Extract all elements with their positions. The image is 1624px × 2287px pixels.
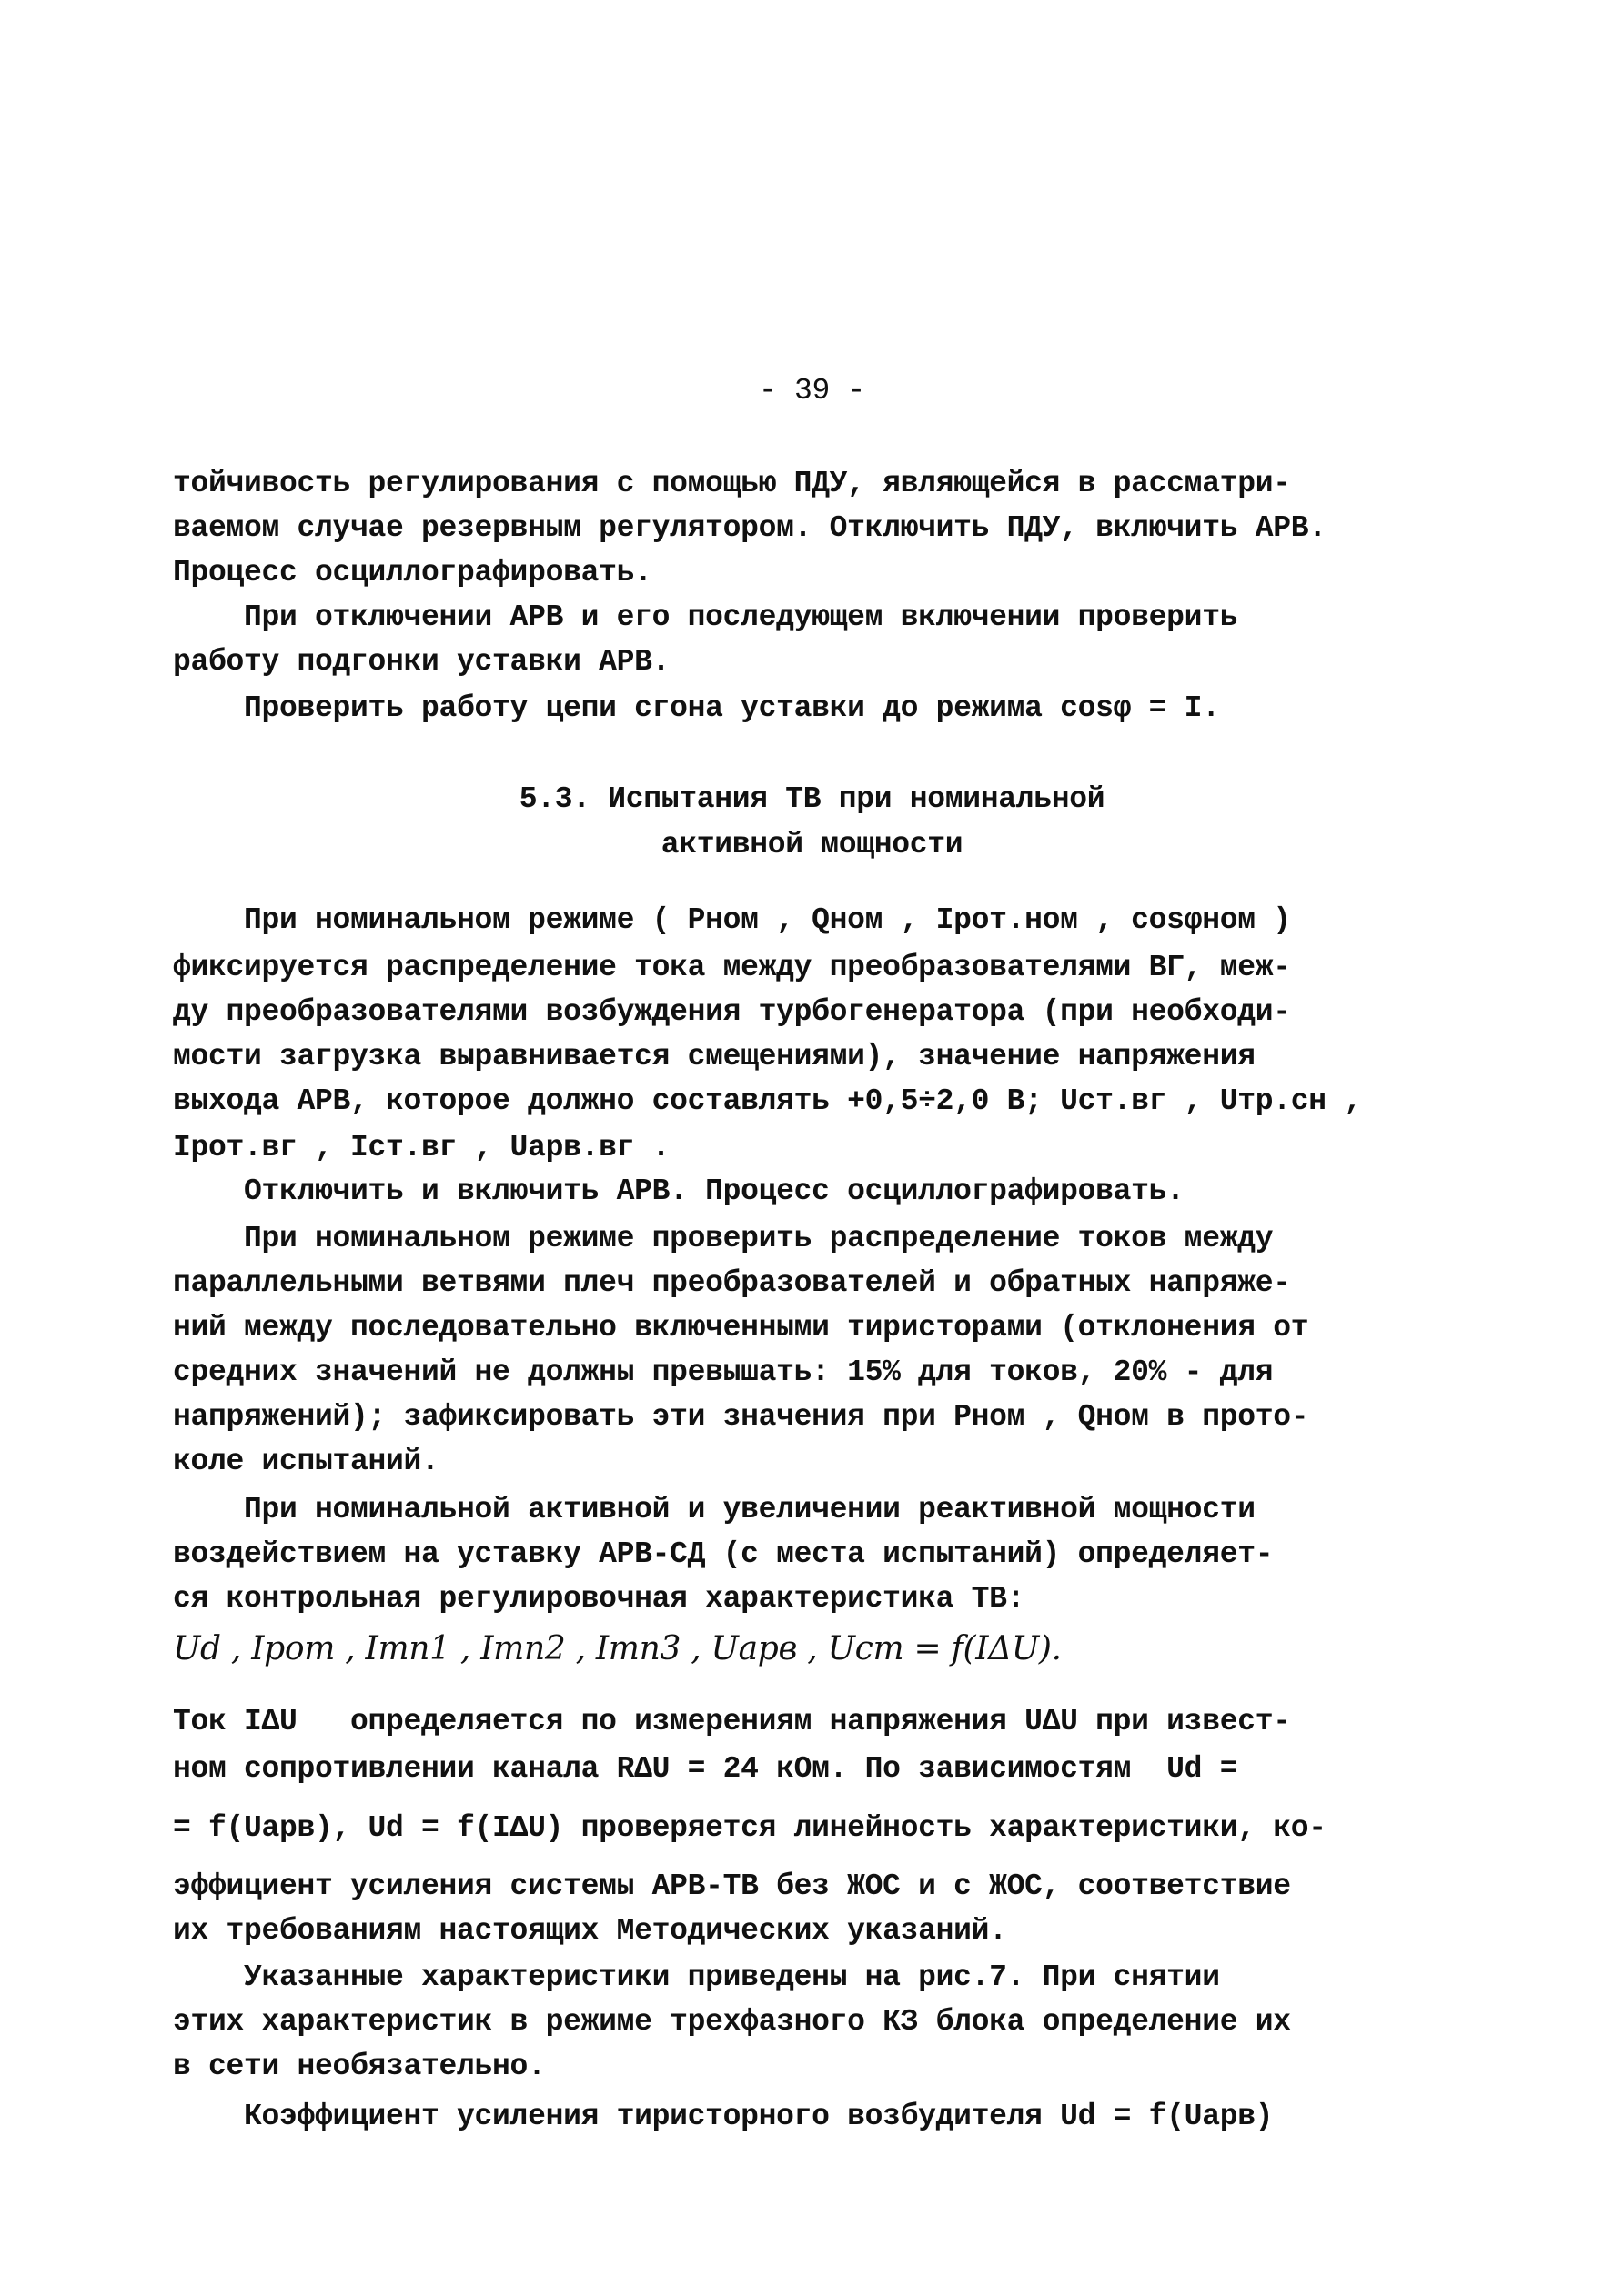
text-line: Iрот.вг , Iст.вг , Uарв.вг . (173, 1131, 671, 1164)
text-line: параллельными ветвями плеч преобразователей и обратных напряже- (173, 1266, 1291, 1300)
text-line: ний между последовательно включенными тиристорами (отклонения от (173, 1311, 1309, 1345)
text-line: этих характеристик в режиме трехфазного КЗ блока определение их (173, 2005, 1291, 2039)
text-line: тойчивость регулирования с помощью ПДУ, являющейся в рассматри- (173, 467, 1291, 500)
text-line: их требованиям настоящих Методических указаний. (173, 1914, 1007, 1948)
text-line: При номинальном режиме ( Pном , Qном , Iрот.ном , cosφном ) (173, 903, 1291, 937)
text-line: эффициент усиления системы АРВ-ТВ без ЖОС и с ЖОС, соответствие (173, 1869, 1291, 1903)
formula-line: Ud , Iрот , Iтп1 , Iтп2 , Iтп3 , Uарв , Uст = f(IΔU). (173, 1630, 1062, 1667)
text-line: Проверить работу цепи сгона уставки до режима cosφ = I. (173, 691, 1220, 725)
text-line: фиксируется распределение тока между преобразователями ВГ, меж- (173, 951, 1291, 984)
text-line: Ток IΔU определяется по измерениям напряжения UΔU при извест- (173, 1705, 1291, 1738)
text-line: При номинальном режиме проверить распределение токов между (173, 1222, 1274, 1255)
text-line: работу подгонки уставки АРВ. (173, 645, 671, 679)
text-line: мости загрузка выравнивается смещениями), значение напряжения (173, 1040, 1256, 1073)
page-number: - 39 - (758, 374, 866, 408)
text-line: ду преобразователями возбуждения турбогенератора (при необходи- (173, 995, 1291, 1029)
text-line: ваемом случае резервным регулятором. Отключить ПДУ, включить АРВ. (173, 511, 1326, 545)
text-line: средних значений не должны превышать: 15% для токов, 20% - для (173, 1355, 1274, 1389)
section-title: активной мощности (661, 828, 963, 861)
text-line: Процесс осциллографировать. (173, 556, 652, 589)
text-line: Отключить и включить АРВ. Процесс осциллографировать. (173, 1174, 1185, 1208)
text-line: воздействием на уставку АРВ-СД (с места испытаний) определяет- (173, 1537, 1274, 1571)
text-line: ном сопротивлении канала RΔU = 24 кОм. По зависимостям Ud = (173, 1752, 1238, 1786)
text-line: в сети необязательно. (173, 2050, 546, 2083)
text-line: выхода АРВ, которое должно составлять +0,5÷2,0 В; Uст.вг , Uтр.сн , (173, 1084, 1362, 1118)
text-line: При отключении АРВ и его последующем включении проверить (173, 600, 1238, 634)
text-line: При номинальной активной и увеличении реактивной мощности (173, 1493, 1256, 1526)
text-line: Указанные характеристики приведены на рис.7. При снятии (173, 1960, 1220, 1994)
text-line: напряжений); зафиксировать эти значения при Pном , Qном в прото- (173, 1400, 1309, 1434)
text-line: коле испытаний. (173, 1445, 439, 1478)
section-title: 5.3. Испытания ТВ при номинальной (519, 782, 1105, 816)
text-line: = f(Uарв), Ud = f(IΔU) проверяется линейность характеристики, ко- (173, 1811, 1326, 1845)
text-line: Коэффициент усиления тиристорного возбудителя Ud = f(Uарв) (173, 2100, 1274, 2133)
text-line: ся контрольная регулировочная характеристика ТВ: (173, 1582, 1025, 1616)
